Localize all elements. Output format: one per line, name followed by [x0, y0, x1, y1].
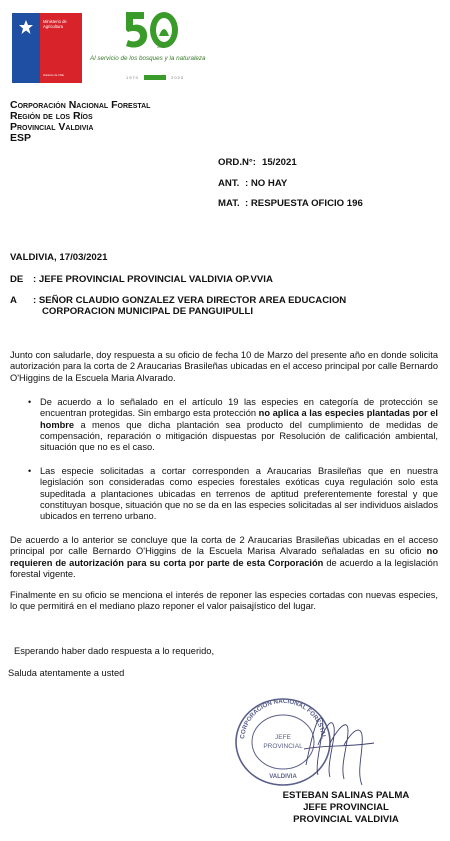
- header-corporacion: Corporación Nacional Forestal: [10, 99, 151, 111]
- header-region: Región de los Ríos: [10, 110, 93, 122]
- signer-title-1: JEFE PROVINCIAL: [303, 802, 389, 813]
- conaf-mini-logo: [144, 75, 166, 80]
- ministerio-name: [43, 19, 81, 29]
- star-icon: [18, 19, 34, 35]
- signer-name: ESTEBAN SALINAS PALMA: [282, 790, 410, 801]
- ant-value: : NO HAY: [245, 178, 288, 189]
- header-provincial: Provincial Valdivia: [10, 121, 94, 133]
- ord-value: 15/2021: [262, 157, 297, 168]
- stamp-bottom-text: VALDIVIA: [269, 774, 297, 780]
- closing-line-2: Saluda atentamente a usted: [8, 668, 125, 678]
- logo-years: [126, 75, 206, 80]
- a-value-line2: CORPORACION MUNICIPAL DE PANGUIPULLI: [42, 306, 254, 317]
- ministerio-agricultura-logo: [12, 13, 82, 83]
- conclusion-text-c: de acuerdo a la legislación forestal vigente.: [10, 557, 438, 579]
- gobierno-label: Gobierno de Chile: [43, 74, 64, 77]
- stamp-center-line1: JEFE: [275, 734, 291, 741]
- intro-paragraph: Junto con saludarle, doy respuesta a su oficio de fecha 10 de Marzo del presente año en donde solicita autorización para la corta de 2 Araucarias Brasileñas ubicadas en el acceso principal por calle Bernardo O'Higgins de la Escuela Maria Alvarado.: [10, 350, 438, 383]
- conaf-wordmark: conaf: [157, 45, 165, 49]
- bullet-dot: •: [28, 397, 32, 407]
- bullet-dot: •: [28, 466, 32, 476]
- ministerio-line2: Agricultura: [43, 24, 64, 29]
- closing-line-1: Esperando haber dado respuesta a lo requerido,: [14, 646, 215, 656]
- de-label: DE: [10, 274, 24, 285]
- bullet2-text: Las especie solicitadas a cortar corresponden a Araucarias Brasileñas que en nuestra legislación son consideradas como especies forestales exóticas cuya regulación solo esta supeditada a plantaciones ubicadas en terrenos de aptitud preferentemente forestal y que constituyan bosque, situación que no se da en las especies solicitadas al ser individuos aislados ubicados en terreno urbano.: [40, 466, 438, 522]
- conaf-50-logo: [90, 8, 220, 88]
- year-start: 1970: [126, 75, 139, 80]
- bullet-item-2: [28, 466, 438, 522]
- document-date: VALDIVIA, 17/03/2021: [10, 252, 108, 263]
- logo-tagline: Al servicio de los bosques y la naturaleza: [90, 55, 206, 62]
- fifty-anniversary-icon: [120, 8, 180, 52]
- conclusion-text-a: De acuerdo a lo anterior se concluye que la corta de 2 Araucarias Brasileñas ubicadas en el acceso principal por calle Bernardo O'Higgins de la Escuela Marisa Alvarado señaladas en su oficio: [10, 535, 438, 557]
- mat-value: : RESPUESTA OFICIO 196: [245, 198, 363, 209]
- bullet-item-1: [28, 397, 438, 453]
- bullet1-bold: no aplica a las especies plantadas por el hombre: [40, 408, 438, 430]
- ord-label: ORD.N°:: [218, 157, 256, 168]
- a-label: A: [10, 295, 17, 306]
- mat-label: MAT.: [218, 198, 240, 209]
- ant-label: ANT.: [218, 178, 240, 189]
- bullet1-text-a: De acuerdo a lo señalado en el artículo 19 las especies en categoría de protección se encuentran protegidas. Sin embargo esta protección: [40, 397, 438, 419]
- year-end: 2020: [171, 75, 185, 80]
- final-paragraph: Finalmente en su oficio se menciona el interés de reponer las especies cortadas con nuevas especies, lo que permitirá en el mediano plazo reponer el valor paisajístico del lugar.: [10, 590, 438, 612]
- de-value: : JEFE PROVINCIAL PROVINCIAL VALDIVIA OP.VVIA: [33, 274, 273, 285]
- stamp-center-line2: PROVINCIAL: [263, 743, 303, 750]
- conclusion-paragraph: [10, 535, 438, 580]
- handwritten-signature: [300, 705, 380, 795]
- a-value-line1: : SEÑOR CLAUDIO GONZALEZ VERA DIRECTOR AREA EDUCACION: [33, 295, 347, 306]
- ministerio-line1: Ministerio de: [43, 19, 67, 24]
- conclusion-bold: no requieren de autorización para su corta por parte de esta Corporación: [10, 546, 438, 568]
- signer-title-2: PROVINCIAL VALDIVIA: [293, 814, 399, 825]
- header-esp: ESP: [10, 132, 32, 144]
- bullet1-text-c: a menos que dicha plantación sea producto del cumplimiento de medidas de compensación, reparación o mitigación dispuestas por Resolución de calificación ambiental, situación que no es el caso.: [40, 419, 438, 453]
- stamp-ring-text: CORPORACIÓN NACIONAL FORESTAL: [239, 697, 327, 740]
